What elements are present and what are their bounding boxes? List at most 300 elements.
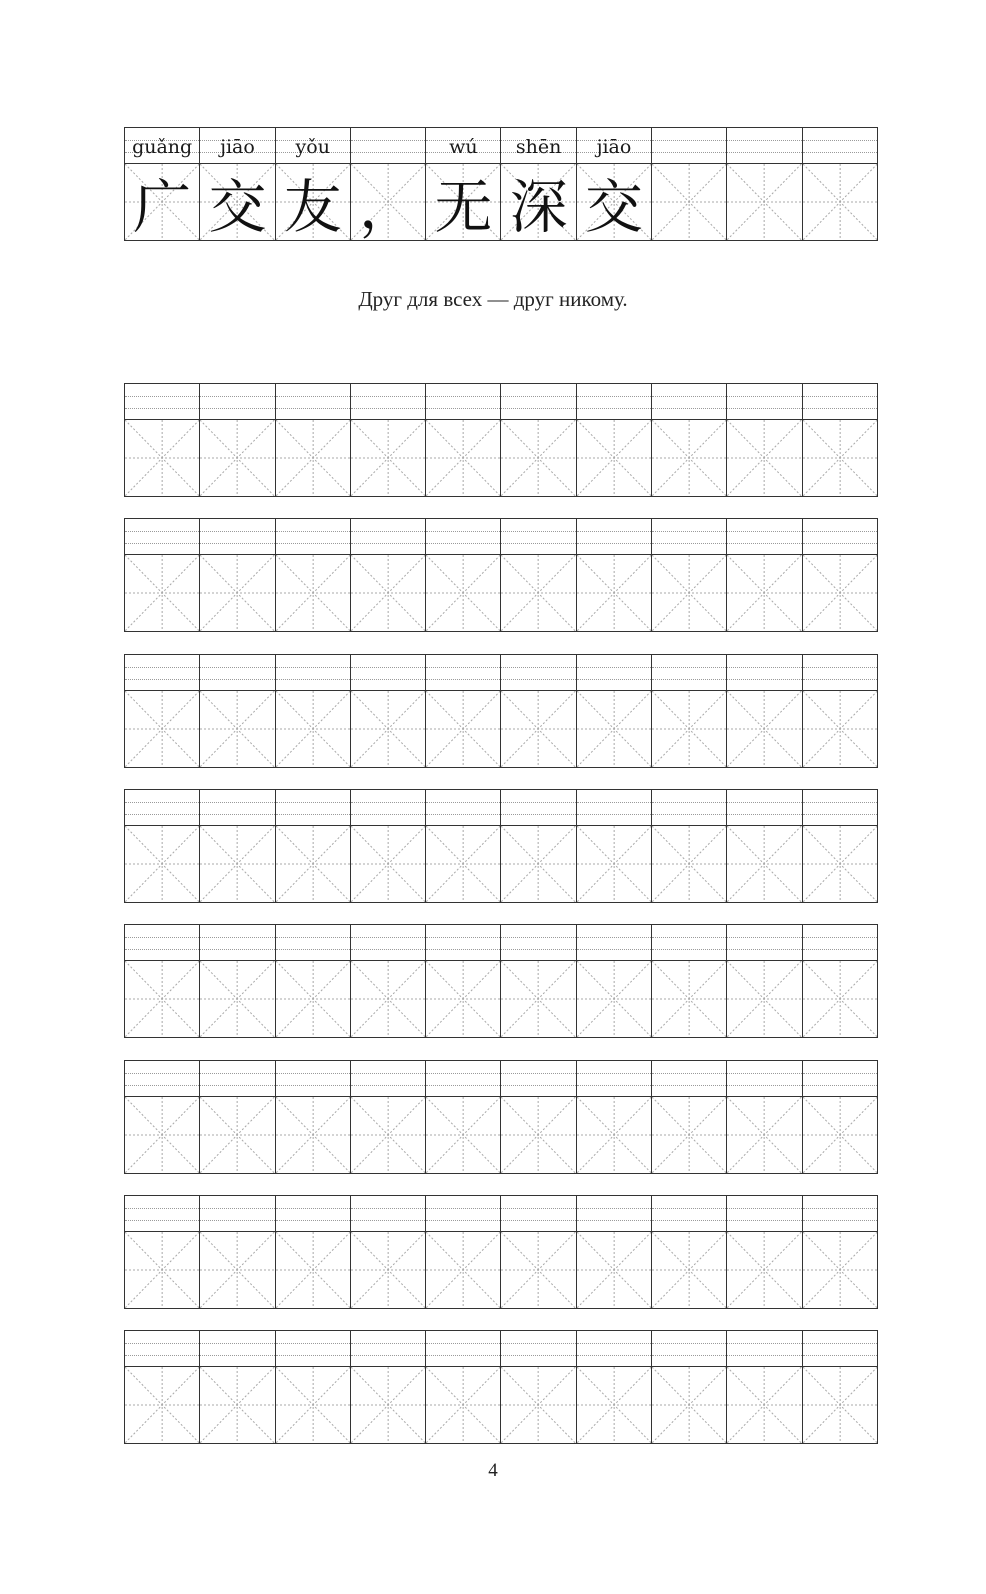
pinyin-cell [727, 925, 802, 960]
pinyin-cell [727, 384, 802, 419]
mi-grid-guide [577, 1232, 651, 1308]
pinyin-cell [200, 384, 275, 419]
mi-grid-guide [426, 691, 500, 767]
pinyin-cell [577, 790, 652, 825]
hanzi-row [124, 1096, 878, 1174]
pinyin-cell [501, 384, 576, 419]
character-cell [200, 826, 275, 902]
mi-grid-guide [803, 691, 877, 767]
character-cell [652, 164, 727, 240]
hanzi-row [124, 690, 878, 768]
pinyin-row [124, 789, 878, 825]
pinyin-cell [727, 128, 802, 163]
character-cell [501, 420, 576, 496]
pinyin-cell [200, 1331, 275, 1366]
mi-grid-guide [501, 826, 575, 902]
hanzi-row [124, 960, 878, 1038]
character-cell [200, 420, 275, 496]
mi-grid-guide [652, 1367, 726, 1443]
character-cell [351, 1232, 426, 1308]
character-cell [501, 961, 576, 1037]
mi-grid-guide [125, 555, 199, 631]
mi-grid-guide [803, 555, 877, 631]
character-cell [652, 1097, 727, 1173]
mi-grid-guide [577, 691, 651, 767]
mi-grid-guide [276, 1097, 350, 1173]
pinyin-cell [501, 1331, 576, 1366]
character-cell [426, 961, 501, 1037]
hanzi-row [124, 825, 878, 903]
mi-grid-guide [125, 1097, 199, 1173]
mi-grid-guide [200, 420, 274, 496]
pinyin-text: wú [449, 136, 478, 158]
mi-grid-guide [200, 1232, 274, 1308]
mi-grid-guide [200, 1367, 274, 1443]
pinyin-row [124, 518, 878, 554]
mi-grid-guide [351, 961, 425, 1037]
pinyin-row [124, 1195, 878, 1231]
mi-grid-guide [125, 420, 199, 496]
character-text [652, 164, 726, 240]
mi-grid-guide [200, 961, 274, 1037]
mi-grid-guide [577, 1367, 651, 1443]
mi-grid-guide [727, 555, 801, 631]
character-text: ， [359, 173, 418, 240]
mi-grid-guide [501, 1097, 575, 1173]
pinyin-row [124, 383, 878, 419]
character-cell [727, 691, 802, 767]
pinyin-cell [501, 1061, 576, 1096]
pinyin-cell [652, 655, 727, 690]
pinyin-cell [276, 655, 351, 690]
pinyin-cell [276, 1331, 351, 1366]
mi-grid-guide [125, 826, 199, 902]
mi-grid-guide [803, 1367, 877, 1443]
pinyin-cell [426, 1061, 501, 1096]
pinyin-cell [125, 1061, 200, 1096]
character-cell [426, 1367, 501, 1443]
character-cell [200, 961, 275, 1037]
character-text: 交 [208, 173, 267, 240]
character-cell [501, 164, 576, 240]
pinyin-cell [125, 790, 200, 825]
character-cell [501, 826, 576, 902]
pinyin-cell [652, 1196, 727, 1231]
pinyin-cell [351, 519, 426, 554]
character-cell [426, 826, 501, 902]
hanzi-row [124, 554, 878, 632]
character-cell [803, 555, 877, 631]
practice-grid-row [124, 654, 878, 768]
character-cell [803, 1232, 877, 1308]
character-cell [276, 164, 351, 240]
character-cell [125, 1097, 200, 1173]
pinyin-cell [351, 655, 426, 690]
pinyin-cell [727, 1331, 802, 1366]
pinyin-cell [426, 1331, 501, 1366]
mi-grid-guide [652, 1097, 726, 1173]
mi-grid-guide [577, 826, 651, 902]
character-cell [652, 1367, 727, 1443]
pinyin-cell [200, 1196, 275, 1231]
pinyin-cell [501, 925, 576, 960]
practice-grid-row [124, 383, 878, 497]
character-cell [501, 555, 576, 631]
pinyin-cell [577, 128, 652, 163]
character-cell [652, 1232, 727, 1308]
practice-grid-row [124, 1195, 878, 1309]
character-cell [727, 961, 802, 1037]
mi-grid-guide [577, 1097, 651, 1173]
pinyin-row [124, 1330, 878, 1366]
pinyin-cell [727, 1061, 802, 1096]
pinyin-cell [200, 655, 275, 690]
mi-grid-guide [652, 826, 726, 902]
mi-grid-guide [727, 1232, 801, 1308]
character-cell [727, 555, 802, 631]
mi-grid-guide [200, 1097, 274, 1173]
pinyin-cell [577, 1331, 652, 1366]
character-cell [426, 1097, 501, 1173]
character-cell [125, 691, 200, 767]
character-cell [200, 555, 275, 631]
character-cell [125, 1367, 200, 1443]
hanzi-row [124, 163, 878, 241]
mi-grid-guide [727, 826, 801, 902]
pinyin-row [124, 1060, 878, 1096]
pinyin-row [124, 127, 878, 163]
mi-grid-guide [577, 961, 651, 1037]
pinyin-cell [125, 128, 200, 163]
pinyin-cell [501, 655, 576, 690]
character-cell [351, 826, 426, 902]
pinyin-cell [426, 519, 501, 554]
pinyin-cell [803, 384, 877, 419]
mi-grid-guide [125, 691, 199, 767]
character-cell [351, 1367, 426, 1443]
character-cell [200, 1097, 275, 1173]
character-cell [803, 826, 877, 902]
character-cell [125, 420, 200, 496]
character-cell [501, 1367, 576, 1443]
pinyin-cell [803, 1331, 877, 1366]
mi-grid-guide [200, 826, 274, 902]
character-cell [577, 420, 652, 496]
mi-grid-guide [426, 826, 500, 902]
character-cell [125, 961, 200, 1037]
pinyin-cell [125, 1331, 200, 1366]
pinyin-cell [727, 655, 802, 690]
mi-grid-guide [125, 1367, 199, 1443]
pinyin-cell [803, 1196, 877, 1231]
mi-grid-guide [803, 826, 877, 902]
mi-grid-guide [426, 1367, 500, 1443]
mi-grid-guide [426, 420, 500, 496]
character-text [803, 164, 877, 240]
mi-grid-guide [276, 1232, 350, 1308]
pinyin-cell [652, 519, 727, 554]
mi-grid-guide [652, 691, 726, 767]
pinyin-cell [803, 519, 877, 554]
mi-grid-guide [577, 555, 651, 631]
page-number: 4 [488, 1460, 498, 1481]
character-cell [727, 1367, 802, 1443]
mi-grid-guide [727, 1367, 801, 1443]
pinyin-cell [727, 519, 802, 554]
pinyin-cell [727, 790, 802, 825]
mi-grid-guide [727, 691, 801, 767]
mi-grid-guide [276, 691, 350, 767]
character-cell [276, 1232, 351, 1308]
character-cell [577, 691, 652, 767]
mi-grid-guide [276, 961, 350, 1037]
character-cell [125, 555, 200, 631]
pinyin-text: jiāo [220, 136, 255, 158]
character-cell [351, 691, 426, 767]
character-cell [803, 691, 877, 767]
pinyin-cell [577, 384, 652, 419]
pinyin-cell [351, 1061, 426, 1096]
pinyin-cell [652, 925, 727, 960]
character-cell [577, 555, 652, 631]
character-cell [426, 555, 501, 631]
pinyin-cell [727, 1196, 802, 1231]
practice-grid-row [124, 924, 878, 1038]
character-text: 交 [584, 173, 643, 240]
character-cell [727, 1097, 802, 1173]
mi-grid-guide [351, 1232, 425, 1308]
character-cell [200, 164, 275, 240]
character-cell [200, 1367, 275, 1443]
mi-grid-guide [351, 1367, 425, 1443]
character-cell [652, 691, 727, 767]
pinyin-text: yǒu [295, 136, 330, 158]
pinyin-cell [652, 1061, 727, 1096]
character-cell [501, 691, 576, 767]
character-cell [803, 420, 877, 496]
character-cell [276, 961, 351, 1037]
pinyin-cell [276, 925, 351, 960]
character-cell [577, 1097, 652, 1173]
pinyin-cell [276, 1061, 351, 1096]
pinyin-cell [501, 519, 576, 554]
character-cell [727, 164, 802, 240]
pinyin-cell [577, 1061, 652, 1096]
mi-grid-guide [803, 1232, 877, 1308]
character-cell [803, 1097, 877, 1173]
character-text: 友 [283, 173, 342, 240]
pinyin-cell [125, 384, 200, 419]
mi-grid-guide [351, 555, 425, 631]
pinyin-cell [426, 1196, 501, 1231]
pinyin-cell [200, 519, 275, 554]
pinyin-cell [276, 1196, 351, 1231]
pinyin-cell [351, 128, 426, 163]
pinyin-cell [652, 1331, 727, 1366]
pinyin-row [124, 924, 878, 960]
pinyin-cell [803, 128, 877, 163]
pinyin-cell [652, 384, 727, 419]
mi-grid-guide [276, 1367, 350, 1443]
mi-grid-guide [501, 420, 575, 496]
pinyin-cell [652, 128, 727, 163]
mi-grid-guide [426, 1097, 500, 1173]
mi-grid-guide [803, 420, 877, 496]
character-cell [276, 1367, 351, 1443]
character-cell [727, 1232, 802, 1308]
hanzi-row [124, 1231, 878, 1309]
mi-grid-guide [727, 420, 801, 496]
pinyin-cell [351, 1196, 426, 1231]
character-cell [200, 1232, 275, 1308]
character-cell [577, 961, 652, 1037]
pinyin-cell [200, 1061, 275, 1096]
mi-grid-guide [351, 691, 425, 767]
mi-grid-guide [501, 691, 575, 767]
mi-grid-guide [501, 961, 575, 1037]
translation-text: Друг для всех — друг никому. [358, 287, 628, 311]
pinyin-cell [276, 519, 351, 554]
pinyin-cell [577, 1196, 652, 1231]
character-cell [803, 961, 877, 1037]
mi-grid-guide [351, 826, 425, 902]
character-cell [501, 1097, 576, 1173]
pinyin-text: jiāo [596, 136, 632, 158]
pinyin-text: shēn [515, 136, 562, 158]
character-cell [125, 826, 200, 902]
practice-grid-row [124, 1330, 878, 1444]
character-cell [276, 1097, 351, 1173]
character-cell [652, 555, 727, 631]
character-cell [276, 555, 351, 631]
pinyin-cell [351, 925, 426, 960]
character-cell [501, 1232, 576, 1308]
character-cell [426, 1232, 501, 1308]
character-cell [276, 691, 351, 767]
pinyin-cell [125, 925, 200, 960]
pinyin-cell [803, 655, 877, 690]
mi-grid-guide [426, 555, 500, 631]
pinyin-cell [577, 925, 652, 960]
mi-grid-guide [652, 420, 726, 496]
pinyin-cell [426, 384, 501, 419]
pinyin-cell [351, 790, 426, 825]
character-cell [727, 826, 802, 902]
mi-grid-guide [125, 961, 199, 1037]
character-text [727, 164, 801, 240]
example-grid [124, 127, 878, 241]
pinyin-cell [125, 519, 200, 554]
pinyin-cell [501, 790, 576, 825]
mi-grid-guide [426, 1232, 500, 1308]
pinyin-cell [426, 655, 501, 690]
character-cell [803, 1367, 877, 1443]
pinyin-cell [276, 128, 351, 163]
pinyin-cell [125, 655, 200, 690]
mi-grid-guide [351, 420, 425, 496]
mi-grid-guide [276, 555, 350, 631]
practice-grid-row [124, 518, 878, 632]
pinyin-cell [200, 925, 275, 960]
mi-grid-guide [652, 1232, 726, 1308]
character-cell [200, 691, 275, 767]
pinyin-cell [200, 128, 275, 163]
character-text: 深 [509, 173, 568, 240]
pinyin-cell [501, 1196, 576, 1231]
mi-grid-guide [276, 826, 350, 902]
mi-grid-guide [652, 555, 726, 631]
character-cell [803, 164, 877, 240]
character-cell [426, 691, 501, 767]
mi-grid-guide [501, 1367, 575, 1443]
character-text: 广 [133, 173, 192, 240]
mi-grid-guide [200, 691, 274, 767]
mi-grid-guide [727, 1097, 801, 1173]
pinyin-cell [125, 1196, 200, 1231]
mi-grid-guide [652, 961, 726, 1037]
mi-grid-guide [501, 1232, 575, 1308]
mi-grid-guide [200, 555, 274, 631]
character-cell [577, 1367, 652, 1443]
mi-grid-guide [501, 555, 575, 631]
pinyin-cell [426, 925, 501, 960]
character-cell [351, 420, 426, 496]
pinyin-cell [803, 790, 877, 825]
pinyin-text: guǎng [132, 136, 193, 158]
pinyin-cell [351, 384, 426, 419]
hanzi-row [124, 1366, 878, 1444]
character-cell [577, 826, 652, 902]
mi-grid-guide [351, 1097, 425, 1173]
character-cell [652, 420, 727, 496]
character-text: 无 [434, 173, 493, 240]
character-cell [125, 1232, 200, 1308]
practice-grid-row [124, 1060, 878, 1174]
character-cell [351, 961, 426, 1037]
pinyin-cell [577, 519, 652, 554]
hanzi-row [124, 419, 878, 497]
character-cell [577, 1232, 652, 1308]
mi-grid-guide [803, 1097, 877, 1173]
character-cell [577, 164, 652, 240]
pinyin-cell [351, 1331, 426, 1366]
mi-grid-guide [577, 420, 651, 496]
mi-grid-guide [727, 961, 801, 1037]
pinyin-cell [803, 1061, 877, 1096]
character-cell [652, 826, 727, 902]
pinyin-cell [276, 790, 351, 825]
pinyin-cell [803, 925, 877, 960]
character-cell [652, 961, 727, 1037]
mi-grid-guide [426, 961, 500, 1037]
pinyin-row [124, 654, 878, 690]
pinyin-cell [200, 790, 275, 825]
pinyin-cell [577, 655, 652, 690]
character-cell [276, 826, 351, 902]
pinyin-cell [426, 790, 501, 825]
mi-grid-guide [125, 1232, 199, 1308]
character-cell [426, 420, 501, 496]
pinyin-cell [276, 384, 351, 419]
mi-grid-guide [803, 961, 877, 1037]
practice-grid-row [124, 789, 878, 903]
character-cell [351, 1097, 426, 1173]
character-cell [351, 164, 426, 240]
character-cell [125, 164, 200, 240]
character-cell [276, 420, 351, 496]
pinyin-cell [652, 790, 727, 825]
character-cell [727, 420, 802, 496]
